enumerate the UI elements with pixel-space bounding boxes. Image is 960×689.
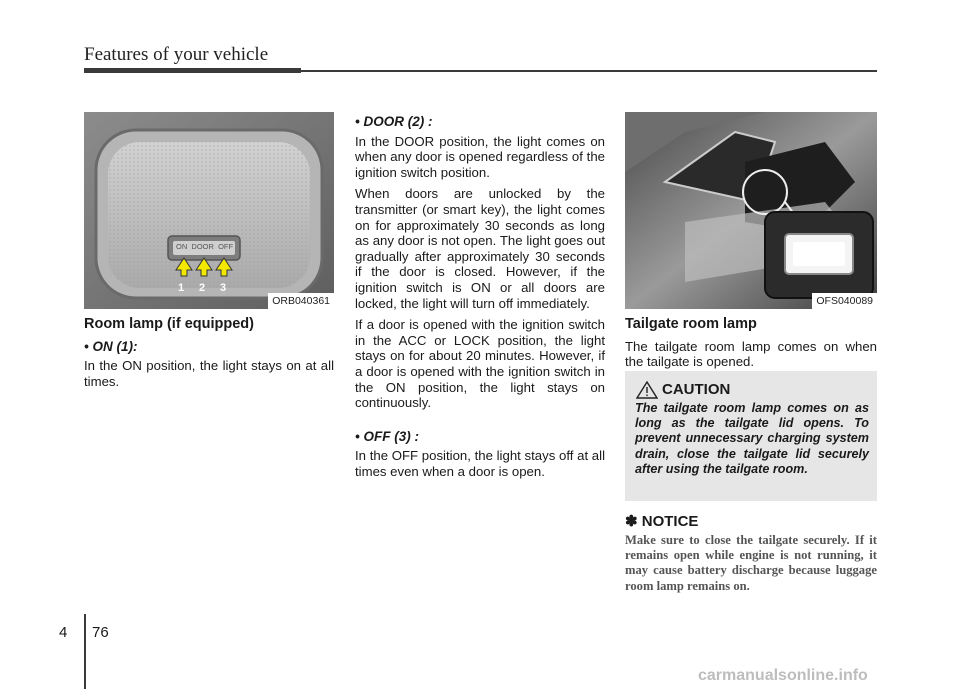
footer-divider [84,614,86,689]
caution-text: The tailgate room lamp comes on as long as the tailgate lid opens. To prevent unnecessary charging system drain, close the tailgate lid securely after using the tailgate room. [635,401,869,476]
figure-label: OFS040089 [812,293,877,309]
header-rule-accent [84,68,301,73]
middle-column [355,114,605,485]
tailgate-figure [625,112,877,309]
lamp-switch-text: ON DOOR OFF [176,242,234,251]
paragraph-door-1: In the DOOR position, the light comes on when any door is opened regardless of the ignition switch position. [355,133,605,180]
paragraph-on: In the ON position, the light stays on at all times. [84,358,334,389]
bullet-on: • ON (1): [84,338,138,354]
watermark: carmanualsonline.info [698,667,868,684]
callout-3: 3 [220,282,227,294]
right-column [625,307,877,376]
notice-text: Make sure to close the tailgate securely. If it remains open while engine is not running, it may cause battery discharge because luggage room lamp remains on. [625,533,877,593]
warning-icon [636,381,658,399]
room-lamp-figure [84,112,334,309]
paragraph-tailgate: The tailgate room lamp comes on when the tailgate is opened. [625,338,877,370]
callout-1: 1 [178,282,185,294]
paragraph-door-3: If a door is opened with the ignition switch in the ACC or LOCK position, the light stays on for about 20 minutes. However, if a door is opened with the ignition switch in the ON position, the light stays on continuously. [355,317,605,411]
left-column [84,307,334,395]
bullet-off: • OFF (3) : [355,428,419,444]
figure-label: ORB040361 [268,293,334,309]
paragraph-door-2: When doors are unlocked by the transmitter (or smart key), the light comes on for approximately 30 seconds as long as any door is not open. The light goes out gradually after approximately 30 seconds if the door is closed. However, if the ignition switch is ON or all doors are locked, the light will turn off immediately. [355,186,605,311]
page-number: 76 [92,624,109,641]
section-heading: Room lamp (if equipped) [84,316,254,332]
page-header-title: Features of your vehicle [84,44,269,65]
section-heading: Tailgate room lamp [625,316,757,332]
bullet-door: • DOOR (2) : [355,114,433,129]
callout-2: 2 [199,282,206,294]
paragraph-off: In the OFF position, the light stays off at all times even when a door is open. [355,448,605,479]
chapter-number: 4 [59,624,68,641]
notice-title: ✽ NOTICE [625,513,699,530]
caution-box [625,371,877,501]
caution-title: CAUTION [662,381,731,398]
tailgate-illustration [625,112,877,309]
room-lamp-illustration [84,112,334,309]
